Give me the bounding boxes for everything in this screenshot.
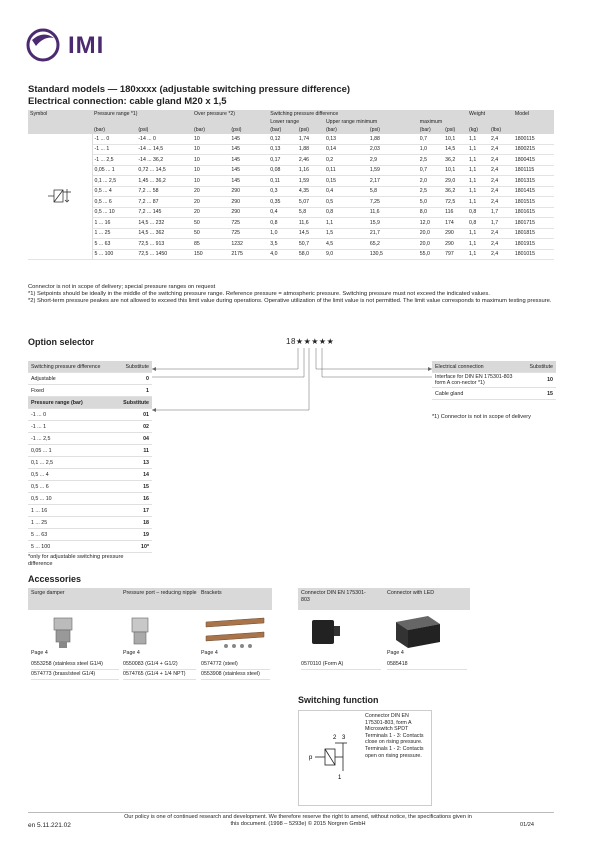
option-substitute: 04 bbox=[115, 433, 152, 445]
option-row bbox=[28, 517, 152, 529]
table-cell: 1,1 bbox=[467, 249, 489, 260]
table-cell: 2,5 bbox=[418, 186, 443, 197]
table-cell: 725 bbox=[229, 228, 268, 239]
table-cell: 2,4 bbox=[489, 228, 513, 239]
table-cell: 1,88 bbox=[368, 134, 418, 144]
table-cell: 1,1 bbox=[467, 239, 489, 250]
table-cell: 2,4 bbox=[489, 165, 513, 176]
table-cell: 1,1 bbox=[324, 218, 368, 229]
table-cell: 0,72 ... 14,5 bbox=[136, 165, 192, 176]
unit: (psi) bbox=[297, 126, 324, 134]
table-cell: 2,4 bbox=[489, 197, 513, 208]
switching-header: Switching pressure difference bbox=[270, 111, 339, 117]
table-cell: 2,4 bbox=[489, 186, 513, 197]
table-cell: 145 bbox=[229, 176, 268, 187]
option-substitute: 19 bbox=[115, 529, 152, 541]
option-substitute: 11 bbox=[115, 445, 152, 457]
table-cell: 20 bbox=[192, 186, 229, 197]
option-label: Fixed bbox=[28, 385, 115, 397]
col-symbol: Symbol bbox=[28, 110, 92, 134]
table-cell: 4,35 bbox=[297, 186, 324, 197]
selector-electrical-table bbox=[432, 361, 556, 400]
terminal-1: 1 bbox=[338, 775, 342, 781]
table-cell: 1,1 bbox=[467, 197, 489, 208]
table-cell: 0,2 bbox=[324, 155, 368, 166]
electrical-header: Electrical connection bbox=[432, 361, 526, 373]
option-substitute: 15 bbox=[115, 481, 152, 493]
col-pressure-range: Pressure range *1) bbox=[92, 110, 192, 118]
table-cell: 50 bbox=[192, 218, 229, 229]
table-cell: 0,3 bbox=[268, 186, 297, 197]
table-cell: 5,07 bbox=[297, 197, 324, 208]
option-row bbox=[28, 433, 152, 445]
col-upper-min: Upper range minimum bbox=[324, 118, 418, 126]
accessory-name: Pressure port – reducing nipple bbox=[123, 590, 197, 596]
table-cell: 290 bbox=[229, 186, 268, 197]
option-substitute: 13 bbox=[115, 457, 152, 469]
unit: (bar) bbox=[92, 126, 136, 134]
accessory-name: Connector DIN EN 175301-803 bbox=[301, 590, 366, 603]
order-number: 0574765 (G1/4 + 1/4 NPT) bbox=[123, 670, 196, 680]
option-substitute: 14 bbox=[115, 469, 152, 481]
table-cell: 0,5 ... 4 bbox=[92, 186, 136, 197]
table-cell: 2,03 bbox=[368, 144, 418, 155]
table-cell: 10 bbox=[192, 165, 229, 176]
note: *2) Short-term pressure peakes are not allowed to exceed this limit value during operations. Operative utilization of the limit value is not permitted. The limit value corresponds to maximum testing pressure. bbox=[28, 298, 552, 304]
table-cell: 145 bbox=[229, 144, 268, 155]
table-cell: 2,17 bbox=[368, 176, 418, 187]
option-label: Adjustable bbox=[28, 373, 115, 385]
table-cell: -14 ... 36,2 bbox=[136, 155, 192, 166]
table-cell: 5,8 bbox=[297, 207, 324, 218]
connector-led-image bbox=[388, 614, 444, 650]
table-cell: -14 ... 0 bbox=[136, 134, 192, 144]
switching-header: Switching pressure difference bbox=[28, 361, 115, 373]
table-cell: 10 bbox=[192, 134, 229, 144]
section-title: Standard models — 180xxxx (adjustable switching pressure difference) bbox=[28, 84, 351, 95]
model-cell: 1801915 bbox=[513, 239, 554, 250]
table-cell: 0,11 bbox=[324, 165, 368, 176]
option-substitute: 10* bbox=[115, 541, 152, 553]
option-row bbox=[28, 493, 152, 505]
table-cell: 0,15 bbox=[324, 176, 368, 187]
order-number: 0553258 (stainless steel G1/4) bbox=[31, 660, 119, 670]
table-cell: 290 bbox=[229, 197, 268, 208]
unit: (lbs) bbox=[489, 126, 513, 134]
option-label: 0,5 ... 10 bbox=[28, 493, 115, 505]
table-cell: 1,45 ... 36,2 bbox=[136, 176, 192, 187]
page-ref: Page 4 bbox=[201, 650, 218, 656]
table-cell: 1,1 bbox=[467, 176, 489, 187]
option-row bbox=[432, 373, 556, 388]
unit: (bar) bbox=[192, 126, 229, 134]
accessories-title: Accessories bbox=[28, 574, 82, 584]
table-cell: 20 bbox=[192, 197, 229, 208]
switching-function-title: Switching function bbox=[298, 695, 379, 705]
table-cell: 0,4 bbox=[268, 207, 297, 218]
table-cell: 7,2 ... 58 bbox=[136, 186, 192, 197]
table-cell: 10,1 bbox=[443, 165, 467, 176]
model-cell: 1800215 bbox=[513, 144, 554, 155]
pressure-label: p bbox=[309, 755, 313, 761]
table-cell: 7,2 ... 145 bbox=[136, 207, 192, 218]
table-cell: 0,14 bbox=[324, 144, 368, 155]
table-cell: 0,8 bbox=[324, 207, 368, 218]
accessory-name: Surge damper bbox=[31, 590, 65, 596]
table-cell: 725 bbox=[229, 218, 268, 229]
page-ref: Page 4 bbox=[123, 650, 140, 656]
table-cell: 5,8 bbox=[368, 186, 418, 197]
unit: (psi) bbox=[136, 126, 192, 134]
option-row bbox=[28, 457, 152, 469]
table-cell: 0,17 bbox=[268, 155, 297, 166]
table-cell: 1,7 bbox=[489, 218, 513, 229]
connector-image bbox=[306, 614, 346, 650]
option-substitute: 16 bbox=[115, 493, 152, 505]
table-cell: 290 bbox=[229, 207, 268, 218]
table-cell: 1,1 bbox=[467, 155, 489, 166]
table-cell: 1,1 bbox=[467, 134, 489, 144]
table-cell: 1,5 bbox=[324, 228, 368, 239]
table-cell: 174 bbox=[443, 218, 467, 229]
page-ref: Page 4 bbox=[387, 650, 404, 656]
col-weight: Weight bbox=[467, 110, 513, 118]
option-label: 5 ... 63 bbox=[28, 529, 115, 541]
table-cell: 10,1 bbox=[443, 134, 467, 144]
option-substitute: 01 bbox=[115, 409, 152, 421]
accessories-left bbox=[28, 588, 272, 698]
table-cell: 36,2 bbox=[443, 186, 467, 197]
model-cell: 1801415 bbox=[513, 186, 554, 197]
table-cell: 3,5 bbox=[268, 239, 297, 250]
table-cell: 1,1 bbox=[467, 228, 489, 239]
accessory-name: Connector with LED bbox=[387, 590, 435, 596]
table-cell: 2,5 bbox=[418, 155, 443, 166]
switching-function-box bbox=[298, 710, 432, 806]
model-cell: 1801515 bbox=[513, 197, 554, 208]
table-cell: 145 bbox=[229, 134, 268, 144]
table-cell: 0,1 ... 2,5 bbox=[92, 176, 136, 187]
table-cell: 0,35 bbox=[268, 197, 297, 208]
table-cell: 290 bbox=[443, 228, 467, 239]
table-cell: 145 bbox=[229, 165, 268, 176]
col-over-pressure: Over pressure *2) bbox=[192, 110, 268, 118]
reducing-nipple-image bbox=[124, 614, 160, 650]
table-cell: 1,59 bbox=[297, 176, 324, 187]
option-label: 1 ... 16 bbox=[28, 505, 115, 517]
table-cell: 11,6 bbox=[297, 218, 324, 229]
option-substitute: 17 bbox=[115, 505, 152, 517]
table-cell: 85 bbox=[192, 239, 229, 250]
option-substitute: 18 bbox=[115, 517, 152, 529]
brackets-image bbox=[202, 614, 268, 650]
option-substitute: 02 bbox=[115, 421, 152, 433]
table-cell: 116 bbox=[443, 207, 467, 218]
table-cell: 72,5 bbox=[443, 197, 467, 208]
table-cell: 1 ... 16 bbox=[92, 218, 136, 229]
col-model: Model bbox=[513, 110, 554, 118]
option-label: -1 ... 0 bbox=[28, 409, 115, 421]
option-label: 0,5 ... 4 bbox=[28, 469, 115, 481]
surge-damper-image bbox=[44, 614, 84, 650]
table-cell: 7,2 ... 87 bbox=[136, 197, 192, 208]
table-cell: 1,16 bbox=[297, 165, 324, 176]
terminal-3: 3 bbox=[342, 735, 346, 741]
option-row bbox=[28, 469, 152, 481]
order-number: 0553908 (stainless steel) bbox=[201, 670, 270, 680]
model-cell: 1801115 bbox=[513, 165, 554, 176]
substitute-header: Substitute bbox=[526, 361, 556, 373]
option-row bbox=[28, 409, 152, 421]
table-cell: 20 bbox=[192, 207, 229, 218]
option-row bbox=[28, 445, 152, 457]
table-cell: 36,2 bbox=[443, 155, 467, 166]
table-cell: 14,5 bbox=[297, 228, 324, 239]
unit: (psi) bbox=[368, 126, 418, 134]
table-cell: 0,4 bbox=[324, 186, 368, 197]
document-code: en 5.11.221.02 bbox=[28, 822, 71, 829]
table-cell: 72,5 ... 913 bbox=[136, 239, 192, 250]
table-cell: 1 ... 25 bbox=[92, 228, 136, 239]
switch-symbol bbox=[303, 727, 363, 787]
table-cell: 0,8 bbox=[467, 207, 489, 218]
option-label: 0,05 ... 1 bbox=[28, 445, 115, 457]
unit: (kg) bbox=[467, 126, 489, 134]
table-cell: 2,4 bbox=[489, 144, 513, 155]
option-label: 0,5 ... 6 bbox=[28, 481, 115, 493]
table-cell: 2,0 bbox=[418, 176, 443, 187]
option-selector-title: Option selector bbox=[28, 337, 95, 347]
pressure-header: Pressure range (bar) bbox=[28, 397, 115, 409]
option-substitute: 10 bbox=[526, 373, 556, 388]
model-cell: 1800415 bbox=[513, 155, 554, 166]
table-cell: 50,7 bbox=[297, 239, 324, 250]
option-label: Cable gland bbox=[432, 388, 526, 400]
option-row bbox=[28, 529, 152, 541]
table-cell: 2175 bbox=[229, 249, 268, 260]
table-cell: 9,0 bbox=[324, 249, 368, 260]
table-cell: 10 bbox=[192, 155, 229, 166]
col-lower-range: Lower range bbox=[268, 118, 324, 126]
selector-switching-table bbox=[28, 361, 152, 553]
model-cell: 1801815 bbox=[513, 228, 554, 239]
page-number: 01/24 bbox=[520, 822, 534, 828]
order-number: 0574773 (brass/steel G1/4) bbox=[31, 670, 119, 680]
table-cell: 0,8 bbox=[467, 218, 489, 229]
page-ref: Page 4 bbox=[31, 650, 48, 656]
table-cell: 5,0 bbox=[418, 197, 443, 208]
table-cell: 29,0 bbox=[443, 176, 467, 187]
option-label: 5 ... 100 bbox=[28, 541, 115, 553]
table-cell: 1,59 bbox=[368, 165, 418, 176]
option-label: -1 ... 1 bbox=[28, 421, 115, 433]
pressure-note: *only for adjustable switching pressure difference bbox=[28, 554, 124, 567]
table-cell: 1,0 bbox=[418, 144, 443, 155]
accessory-name: Brackets bbox=[201, 590, 222, 596]
table-cell: 14,5 ... 232 bbox=[136, 218, 192, 229]
model-code: 18★★★★★ bbox=[286, 337, 335, 346]
table-cell: 0,12 bbox=[268, 134, 297, 144]
table-cell: 8,0 bbox=[418, 207, 443, 218]
terminal-2: 2 bbox=[333, 735, 337, 741]
option-row bbox=[28, 505, 152, 517]
option-label: Interface for DIN EN 175301-803 form A con-nector *1) bbox=[432, 373, 526, 388]
unit: (bar) bbox=[324, 126, 368, 134]
unit: (bar) bbox=[418, 126, 443, 134]
table-cell: 2,4 bbox=[489, 176, 513, 187]
table-cell: 11,6 bbox=[368, 207, 418, 218]
table-cell: 150 bbox=[192, 249, 229, 260]
table-cell: 20,0 bbox=[418, 228, 443, 239]
table-cell: 797 bbox=[443, 249, 467, 260]
option-row bbox=[28, 385, 152, 397]
table-cell: 1,1 bbox=[467, 165, 489, 176]
option-substitute: 15 bbox=[526, 388, 556, 400]
table-cell: 130,5 bbox=[368, 249, 418, 260]
model-cell: 1801615 bbox=[513, 207, 554, 218]
substitute-header: Substitute bbox=[115, 361, 152, 373]
unit: (bar) bbox=[268, 126, 297, 134]
substitute-header: Substitute bbox=[115, 397, 152, 409]
table-cell: 2,9 bbox=[368, 155, 418, 166]
note: *1) Setpoints should be ideally in the middle of the switching pressure range. Reference pressure = atmospheric pressure. Switching pressure must not exceed the indicated values. bbox=[28, 291, 490, 297]
col-maximum: maximum bbox=[418, 118, 467, 126]
model-cell: 1800115 bbox=[513, 134, 554, 144]
electrical-note: *1) Connector is not in scope of delivery bbox=[432, 414, 531, 420]
table-cell: 21,7 bbox=[368, 228, 418, 239]
model-cell: 1801315 bbox=[513, 176, 554, 187]
table-cell: 0,13 bbox=[324, 134, 368, 144]
brand-name: IMI bbox=[68, 32, 105, 59]
table-cell: 50 bbox=[192, 228, 229, 239]
table-cell: 15,9 bbox=[368, 218, 418, 229]
table-cell: 7,25 bbox=[368, 197, 418, 208]
table-cell: 2,4 bbox=[489, 249, 513, 260]
table-cell: 2,46 bbox=[297, 155, 324, 166]
table-cell: 65,2 bbox=[368, 239, 418, 250]
table-cell: 1,0 bbox=[268, 228, 297, 239]
option-row bbox=[28, 541, 152, 553]
table-cell: 14,5 bbox=[443, 144, 467, 155]
order-number: 0570110 (Form A) bbox=[301, 660, 381, 670]
table-cell: -14 ... 14,5 bbox=[136, 144, 192, 155]
table-cell: 2,4 bbox=[489, 155, 513, 166]
table-cell: 0,05 ... 1 bbox=[92, 165, 136, 176]
accessories-right bbox=[298, 588, 470, 688]
table-cell: 1,1 bbox=[467, 186, 489, 197]
table-cell: 12,0 bbox=[418, 218, 443, 229]
note: Connector is not in scope of delivery; special pressure ranges on request bbox=[28, 284, 216, 290]
option-substitute: 1 bbox=[115, 385, 152, 397]
table-cell: 290 bbox=[443, 239, 467, 250]
unit: (psi) bbox=[443, 126, 467, 134]
option-substitute: 0 bbox=[115, 373, 152, 385]
table-cell: 14,5 ... 362 bbox=[136, 228, 192, 239]
table-cell: 20,0 bbox=[418, 239, 443, 250]
model-cell: 1801715 bbox=[513, 218, 554, 229]
table-cell: 1232 bbox=[229, 239, 268, 250]
option-label: -1 ... 2,5 bbox=[28, 433, 115, 445]
order-number: 0550083 (G1/4 + G1/2) bbox=[123, 660, 196, 670]
table-cell: -1 ... 0 bbox=[92, 134, 136, 144]
option-label: 0,1 ... 2,5 bbox=[28, 457, 115, 469]
option-label: 1 ... 25 bbox=[28, 517, 115, 529]
table-cell: 0,5 ... 6 bbox=[92, 197, 136, 208]
table-cell: 2,4 bbox=[489, 134, 513, 144]
table-cell: 0,7 bbox=[418, 134, 443, 144]
table-cell: -1 ... 1 bbox=[92, 144, 136, 155]
switching-description: Connector DIN EN 175301-803, form A Microswitch SPDT Terminals 1 - 3: Contacts close on rising pressure. Terminals 1 - 2: Contacts open on rising pressure. bbox=[365, 713, 424, 759]
table-cell: 0,11 bbox=[268, 176, 297, 187]
table-cell: 0,5 bbox=[324, 197, 368, 208]
table-cell: 0,5 ... 10 bbox=[92, 207, 136, 218]
option-row bbox=[28, 373, 152, 385]
section-subtitle: Electrical connection: cable gland M20 x 1,5 bbox=[28, 96, 227, 107]
option-row bbox=[432, 388, 556, 400]
table-cell: 1,88 bbox=[297, 144, 324, 155]
table-cell: 1,7 bbox=[489, 207, 513, 218]
table-cell: 4,5 bbox=[324, 239, 368, 250]
table-cell: 2,4 bbox=[489, 239, 513, 250]
option-row bbox=[28, 421, 152, 433]
table-cell: 0,8 bbox=[268, 218, 297, 229]
table-cell: 58,0 bbox=[297, 249, 324, 260]
model-cell: 1801015 bbox=[513, 249, 554, 260]
table-cell: 1,1 bbox=[467, 144, 489, 155]
footer-policy: Our policy is one of continued research and development. We therefore reserve the right to amend, without notice, the specifications given in this document. (1998 – 5293e) © 2015 Norgren GmbH bbox=[124, 814, 472, 827]
table-cell: 0,08 bbox=[268, 165, 297, 176]
table-cell: 5 ... 63 bbox=[92, 239, 136, 250]
table-cell: 55,0 bbox=[418, 249, 443, 260]
order-number: 0585418 bbox=[387, 660, 467, 670]
table-cell: 72,5 ... 1450 bbox=[136, 249, 192, 260]
table-cell: 10 bbox=[192, 144, 229, 155]
unit: (psi) bbox=[229, 126, 268, 134]
table-cell: 5 ... 100 bbox=[92, 249, 136, 260]
table-cell: 0,7 bbox=[418, 165, 443, 176]
table-cell: 0,13 bbox=[268, 144, 297, 155]
table-cell: 4,0 bbox=[268, 249, 297, 260]
table-cell: -1 ... 2,5 bbox=[92, 155, 136, 166]
footer-divider bbox=[28, 812, 554, 813]
table-cell: 10 bbox=[192, 176, 229, 187]
table-cell: 1,74 bbox=[297, 134, 324, 144]
table-cell: 145 bbox=[229, 155, 268, 166]
option-row bbox=[28, 481, 152, 493]
order-number: 0574772 (steel) bbox=[201, 660, 270, 670]
